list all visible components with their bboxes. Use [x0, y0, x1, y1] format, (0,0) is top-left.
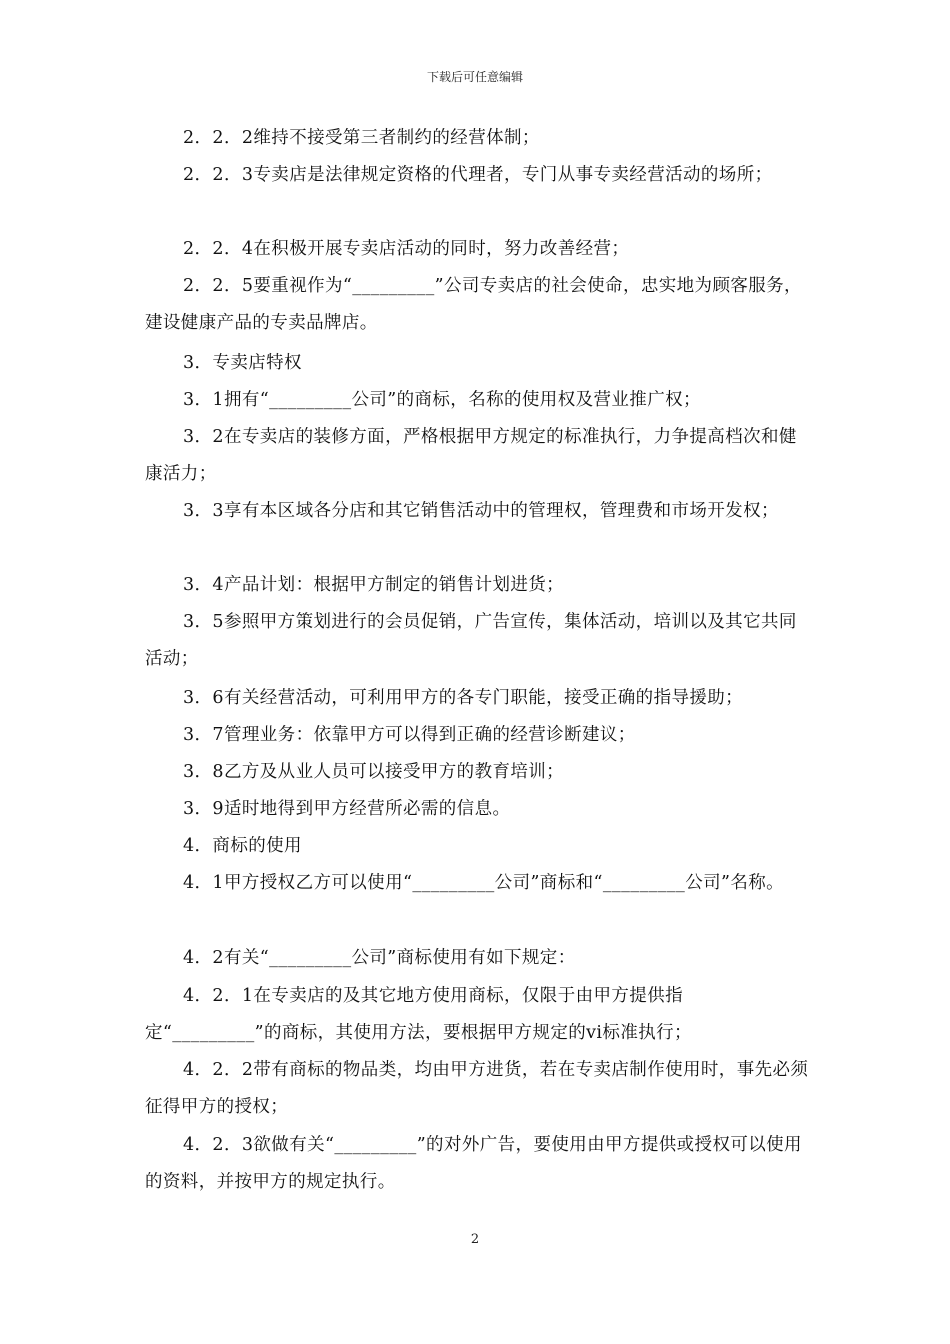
clause-3-6: 3．6有关经营活动，可利用甲方的各专门职能，接受正确的指导援助；: [183, 688, 744, 708]
clause-4-2: 4．2有关“_________公司”商标使用有如下规定：: [183, 948, 576, 968]
clause-3-3: 3．3享有本区域各分店和其它销售活动中的管理权，管理费和市场开发权；: [183, 501, 779, 521]
clause-4-1: 4．1甲方授权乙方可以使用“_________公司”商标和“_________公司”名称。: [183, 873, 785, 893]
clause-3-4: 3．4产品计划：根据甲方制定的销售计划进货；: [183, 575, 565, 595]
page-number: 2: [470, 1232, 480, 1247]
clause-3-8: 3．8乙方及从业人员可以接受甲方的教育培训；: [183, 762, 565, 782]
clause-3-9: 3．9适时地得到甲方经营所必需的信息。: [183, 799, 511, 819]
clause-3-2: 3．2在专卖店的装修方面，严格根据甲方规定的标准执行，力争提高档次和健康活力；: [145, 427, 797, 484]
page-header: 下载后可任意编辑: [426, 70, 523, 84]
clause-3-5: 3．5参照甲方策划进行的会员促销，广告宣传，集体活动，培训以及其它共同活动；: [145, 612, 797, 669]
clause-2-2-3: 2．2．3专卖店是法律规定资格的代理者，专门从事专卖经营活动的场所；: [183, 165, 773, 185]
clause-2-2-2: 2．2．2维持不接受第三者制约的经营体制；: [183, 128, 540, 148]
section-4-heading: 4．商标的使用: [183, 836, 302, 856]
clause-2-2-4: 2．2．4在积极开展专卖店活动的同时，努力改善经营；: [183, 239, 630, 259]
clause-2-2-5: 2．2．5要重视作为“_________”公司专卖店的社会使命，忠实地为顾客服务，建设健康产品的专卖品牌店。: [145, 276, 802, 333]
section-3-heading: 3．专卖店特权: [183, 353, 302, 373]
clause-4-2-1: 4．2．1在专卖店的及其它地方使用商标，仅限于由甲方提供指定“_________”的商标，其使用方法，要根据甲方规定的vi标准执行；: [145, 986, 692, 1043]
clause-4-2-2: 4．2．2带有商标的物品类，均由甲方进货，若在专卖店制作使用时，事先必须征得甲方的授权；: [145, 1060, 809, 1117]
clause-3-7: 3．7管理业务：依靠甲方可以得到正确的经营诊断建议；: [183, 725, 636, 745]
clause-3-1: 3．1拥有“_________公司”的商标，名称的使用权及营业推广权；: [183, 390, 701, 410]
clause-4-2-3: 4．2．3欲做有关“_________”的对外广告，要使用由甲方提供或授权可以使用的资料，并按甲方的规定执行。: [145, 1135, 802, 1192]
